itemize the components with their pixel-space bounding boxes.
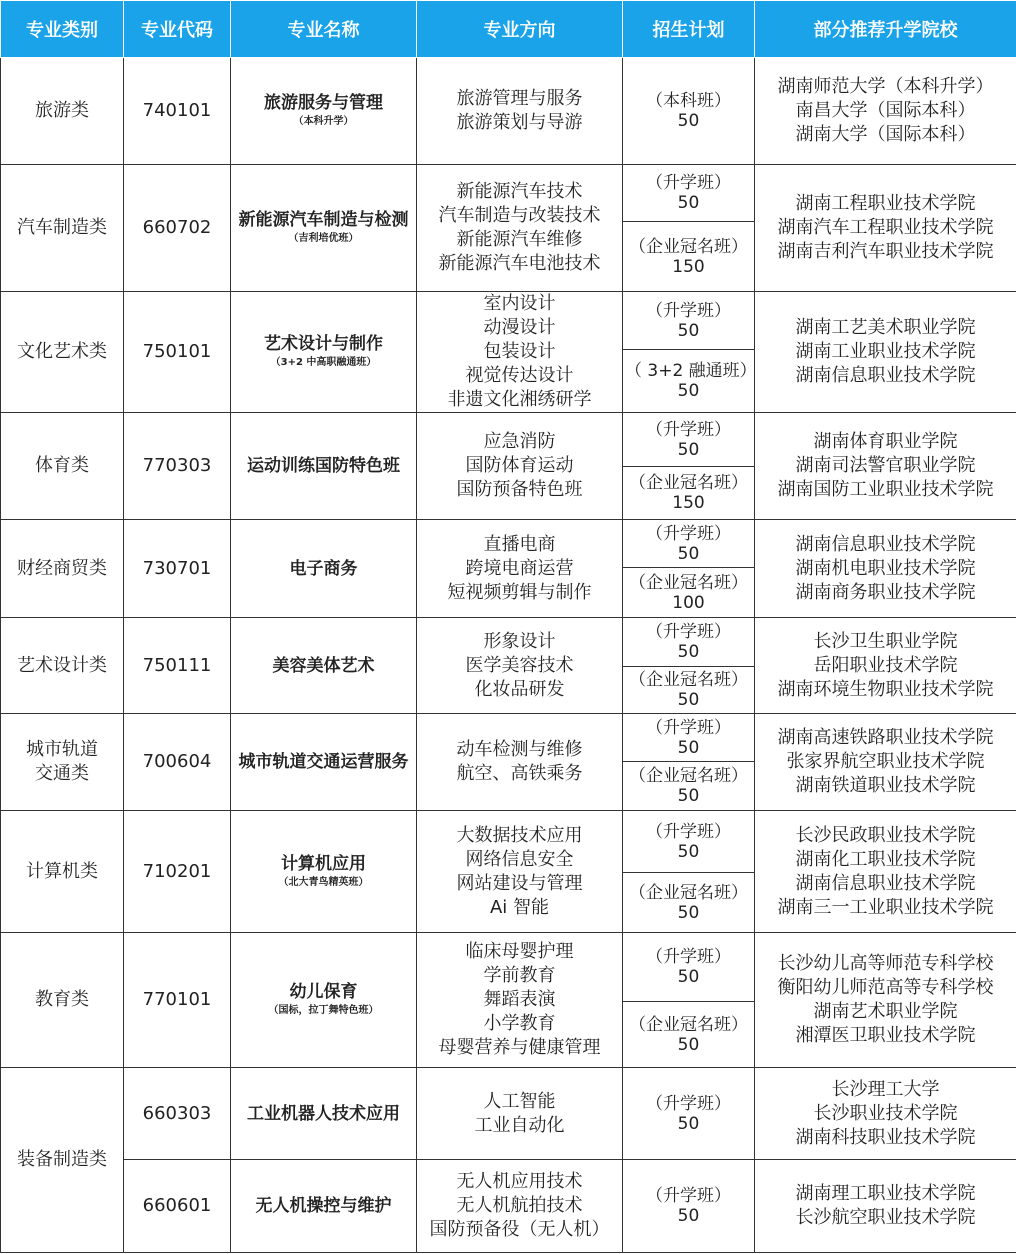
plan-count: 50	[677, 841, 700, 862]
plan-cell	[623, 467, 755, 520]
plan-label: （企业冠名班）	[629, 1014, 748, 1035]
plan-label: （升学班）	[646, 419, 731, 440]
plan-cell	[623, 667, 755, 714]
name-cell	[231, 1160, 417, 1253]
direction-item: 新能源汽车电池技术	[438, 253, 601, 274]
plan-cell	[623, 1068, 755, 1160]
school-item: 长沙幼儿高等师范专科学校	[777, 953, 994, 974]
major-name: 旅游服务与管理	[264, 93, 383, 113]
plan-cell	[623, 292, 755, 350]
table-row	[1, 520, 1016, 568]
header-plan: 招生计划	[623, 1, 755, 58]
direction-item: 航空、高铁乘务	[456, 763, 583, 784]
category-cell: 艺术设计类	[1, 618, 124, 714]
major-name: 电子商务	[289, 558, 358, 579]
direction-item: 动漫设计	[483, 317, 556, 338]
direction-item: 国防预备役（无人机）	[429, 1219, 610, 1240]
direction-item: 临床母婴护理	[465, 941, 574, 962]
schools-cell	[755, 1068, 1016, 1160]
name-cell	[231, 520, 417, 618]
plan-count: 50	[677, 381, 700, 402]
schools-cell	[755, 520, 1016, 618]
direction-item: 人工智能	[483, 1090, 556, 1112]
table-row	[1, 618, 1016, 667]
plan-label: （升学班）	[646, 1186, 731, 1206]
header-schools: 部分推荐升学院校	[755, 1, 1016, 58]
direction-item: 无人机航拍技术	[456, 1195, 583, 1216]
name-cell	[231, 413, 417, 520]
school-item: 湖南汽车工程职业技术学院	[777, 217, 994, 238]
plan-cell	[623, 933, 755, 1002]
plan-label: （升学班）	[646, 947, 731, 967]
plan-cell	[623, 714, 755, 762]
plan-label: （ 3+2 融通班）	[625, 361, 757, 382]
school-item: 湖南吉利汽车职业技术学院	[777, 241, 994, 262]
name-cell	[231, 1068, 417, 1160]
school-item: 湖南机电职业技术学院	[795, 557, 976, 579]
direction-item: 包装设计	[483, 341, 556, 362]
school-item: 湖南科技职业技术学院	[795, 1126, 976, 1148]
name-cell	[231, 714, 417, 811]
header-code: 专业代码	[124, 1, 231, 58]
plan-cell	[623, 222, 755, 292]
table-row	[1, 714, 1016, 762]
direction-item: 无人机应用技术	[456, 1171, 583, 1192]
direction-item: 汽车制造与改装技术	[438, 205, 601, 226]
code-cell: 660601	[124, 1160, 231, 1253]
plan-count: 150	[672, 493, 705, 513]
code-cell: 700604	[124, 714, 231, 811]
major-name: 幼儿保育	[289, 982, 358, 1002]
category-cell	[1, 714, 124, 811]
table-row	[1, 413, 1016, 467]
direction-item: Ai 智能	[489, 896, 550, 918]
major-name: 艺术设计与制作	[264, 334, 383, 354]
school-item: 湖南体育职业学院	[813, 431, 958, 452]
major-subtitle: （本科升学）	[293, 116, 354, 127]
schools-cell	[755, 933, 1016, 1068]
school-item: 湘潭医卫职业技术学院	[795, 1025, 976, 1046]
plan-count: 50	[677, 439, 700, 460]
school-item: 长沙航空职业技术学院	[795, 1207, 976, 1228]
code-cell: 770101	[124, 933, 231, 1068]
category-cell: 体育类	[1, 413, 124, 520]
direction-cell	[417, 292, 623, 413]
header-name: 专业名称	[231, 1, 417, 58]
direction-item: 母婴营养与健康管理	[438, 1037, 601, 1058]
plan-cell	[623, 165, 755, 222]
plan-label: （企业冠名班）	[629, 882, 748, 903]
plan-count: 50	[677, 543, 700, 564]
direction-item: 化妆品研发	[474, 678, 565, 700]
table-header-row	[1, 1, 1016, 58]
code-cell: 660702	[124, 165, 231, 292]
major-subtitle: （北大青鸟精英班）	[278, 876, 369, 888]
major-subtitle: （3+2 中高职融通班）	[270, 357, 377, 368]
direction-cell	[417, 413, 623, 520]
school-item: 湖南信息职业技术学院	[795, 533, 976, 555]
school-item: 湖南铁道职业技术学院	[795, 775, 976, 796]
direction-item: 短视频剪辑与制作	[447, 581, 592, 603]
school-item: 湖南商务职业技术学院	[795, 581, 976, 603]
school-item: 张家界航空职业技术学院	[786, 751, 985, 772]
school-item: 湖南高速铁路职业技术学院	[777, 727, 994, 748]
plan-count: 50	[677, 902, 700, 923]
name-cell	[231, 292, 417, 413]
direction-item: 国防体育运动	[465, 455, 574, 476]
major-subtitle: （国标，拉丁舞特色班）	[268, 1005, 379, 1016]
plan-label: （升学班）	[646, 523, 731, 544]
direction-cell	[417, 714, 623, 811]
direction-item: 室内设计	[483, 293, 556, 314]
school-item: 湖南司法警官职业学院	[795, 455, 976, 476]
plan-cell	[623, 520, 755, 568]
plan-count: 50	[677, 642, 700, 662]
code-cell: 740101	[124, 58, 231, 165]
table-row	[1, 165, 1016, 222]
direction-item: 网站建设与管理	[456, 872, 583, 894]
direction-item: 新能源汽车技术	[456, 181, 583, 202]
direction-item: 小学教育	[483, 1013, 556, 1034]
plan-count: 50	[677, 1206, 700, 1226]
direction-item: 形象设计	[483, 630, 556, 652]
school-item: 长沙职业技术学院	[813, 1102, 958, 1124]
school-item: 湖南国防工业职业技术学院	[777, 479, 994, 500]
school-item: 湖南师范大学（本科升学）	[777, 76, 994, 97]
major-name: 工业机器人技术应用	[247, 1103, 400, 1124]
direction-cell	[417, 520, 623, 618]
category-cell: 装备制造类	[1, 1068, 124, 1253]
direction-item: 跨境电商运营	[465, 557, 574, 579]
direction-cell	[417, 933, 623, 1068]
plan-cell	[623, 618, 755, 667]
school-item: 湖南理工职业技术学院	[795, 1183, 976, 1204]
plan-label: （升学班）	[646, 1093, 731, 1114]
direction-item: 学前教育	[483, 965, 556, 986]
direction-item: 动车检测与维修	[456, 739, 583, 760]
category-label: 城市轨道交通类	[26, 739, 98, 784]
direction-cell	[417, 1068, 623, 1160]
code-cell: 660303	[124, 1068, 231, 1160]
major-name: 新能源汽车制造与检测	[238, 210, 409, 230]
school-item: 长沙理工大学	[831, 1078, 940, 1100]
plan-label: （升学班）	[646, 622, 731, 642]
direction-item: 直播电商	[483, 533, 556, 555]
schools-cell	[755, 618, 1016, 714]
direction-item: 视觉传达设计	[465, 365, 574, 386]
plan-cell	[623, 1160, 755, 1253]
plan-count: 50	[677, 320, 700, 341]
plan-label: （企业冠名班）	[629, 766, 748, 786]
school-item: 衡阳幼儿师范高等专科学校	[777, 977, 994, 998]
category-cell: 汽车制造类	[1, 165, 124, 292]
direction-item: 大数据技术应用	[456, 824, 583, 846]
direction-item: 工业自动化	[474, 1114, 565, 1136]
schools-cell	[755, 1160, 1016, 1253]
school-item: 湖南信息职业技术学院	[795, 872, 976, 894]
plan-label: （企业冠名班）	[629, 236, 748, 257]
plan-count: 50	[677, 1113, 700, 1134]
direction-cell	[417, 811, 623, 933]
schools-cell	[755, 165, 1016, 292]
code-cell: 750101	[124, 292, 231, 413]
schools-cell	[755, 292, 1016, 413]
school-item: 湖南艺术职业学院	[813, 1001, 958, 1022]
table-row	[1, 58, 1016, 165]
code-cell: 730701	[124, 520, 231, 618]
plan-cell	[623, 413, 755, 467]
plan-count: 50	[677, 967, 700, 987]
schools-cell	[755, 413, 1016, 520]
plan-count: 50	[677, 690, 700, 710]
header-category: 专业类别	[1, 1, 124, 58]
school-item: 湖南环境生物职业技术学院	[777, 678, 994, 700]
direction-cell	[417, 58, 623, 165]
plan-label: （企业冠名班）	[629, 572, 748, 593]
plan-count: 50	[677, 737, 700, 758]
direction-item: 旅游管理与服务	[456, 88, 583, 109]
plan-label: （企业冠名班）	[629, 473, 748, 493]
direction-item: 医学美容技术	[465, 654, 574, 676]
plan-count: 100	[672, 592, 705, 613]
major-name: 城市轨道交通运营服务	[238, 752, 409, 772]
table-row	[1, 811, 1016, 873]
category-cell: 计算机类	[1, 811, 124, 933]
school-item: 湖南化工职业技术学院	[795, 848, 976, 870]
header-direction: 专业方向	[417, 1, 623, 58]
plan-count: 50	[677, 1034, 700, 1055]
table-row	[1, 1068, 1016, 1160]
plan-count: 50	[677, 193, 700, 213]
direction-item: 舞蹈表演	[483, 989, 556, 1010]
table-row	[1, 292, 1016, 350]
plan-count: 150	[672, 256, 705, 277]
category-cell: 旅游类	[1, 58, 124, 165]
name-cell	[231, 933, 417, 1068]
plan-cell	[623, 873, 755, 933]
schools-cell	[755, 714, 1016, 811]
school-item: 长沙卫生职业学院	[813, 630, 958, 652]
school-item: 湖南工业职业技术学院	[795, 341, 976, 362]
direction-item: 新能源汽车维修	[456, 229, 583, 250]
plan-label: （升学班）	[646, 173, 731, 193]
code-cell: 750111	[124, 618, 231, 714]
school-item: 湖南大学（国际本科）	[795, 124, 976, 145]
plan-cell	[623, 568, 755, 618]
direction-item: 旅游策划与导游	[456, 112, 583, 133]
direction-cell	[417, 1160, 623, 1253]
school-item: 湖南三一工业职业技术学院	[777, 896, 994, 918]
plan-label: （本科班）	[646, 91, 731, 111]
school-item: 长沙民政职业技术学院	[795, 824, 976, 846]
name-cell	[231, 618, 417, 714]
school-item: 湖南工艺美术职业学院	[795, 317, 976, 338]
plan-label: （升学班）	[646, 821, 731, 842]
code-cell: 770303	[124, 413, 231, 520]
plan-cell	[623, 1002, 755, 1068]
name-cell	[231, 165, 417, 292]
plan-count: 50	[677, 111, 700, 131]
category-cell: 文化艺术类	[1, 292, 124, 413]
major-name: 运动训练国防特色班	[247, 456, 400, 476]
school-item: 岳阳职业技术学院	[813, 654, 958, 676]
school-item: 湖南信息职业技术学院	[795, 365, 976, 386]
plan-cell	[623, 350, 755, 413]
plan-label: （升学班）	[646, 717, 731, 738]
direction-item: 应急消防	[483, 431, 556, 452]
name-cell	[231, 58, 417, 165]
plan-cell	[623, 762, 755, 811]
major-name: 无人机操控与维护	[255, 1196, 392, 1216]
schools-cell	[755, 811, 1016, 933]
plan-cell	[623, 811, 755, 873]
category-cell: 教育类	[1, 933, 124, 1068]
direction-cell	[417, 618, 623, 714]
plan-count: 50	[677, 786, 700, 806]
major-name: 计算机应用	[281, 853, 366, 874]
school-item: 南昌大学（国际本科）	[795, 100, 976, 121]
table-row	[1, 933, 1016, 1002]
direction-item: 网络信息安全	[465, 848, 574, 870]
category-cell: 财经商贸类	[1, 520, 124, 618]
table-row	[1, 1160, 1016, 1253]
major-subtitle: （吉利培优班）	[288, 233, 359, 244]
direction-item: 国防预备特色班	[456, 479, 583, 500]
major-name: 美容美体艺术	[272, 655, 375, 676]
name-cell	[231, 811, 417, 933]
plan-label: （企业冠名班）	[629, 670, 748, 690]
plan-cell	[623, 58, 755, 165]
plan-label: （升学班）	[646, 300, 731, 321]
code-cell: 710201	[124, 811, 231, 933]
schools-cell	[755, 58, 1016, 165]
direction-item: 非遗文化湘绣研学	[447, 389, 592, 410]
direction-cell	[417, 165, 623, 292]
school-item: 湖南工程职业技术学院	[795, 193, 976, 214]
